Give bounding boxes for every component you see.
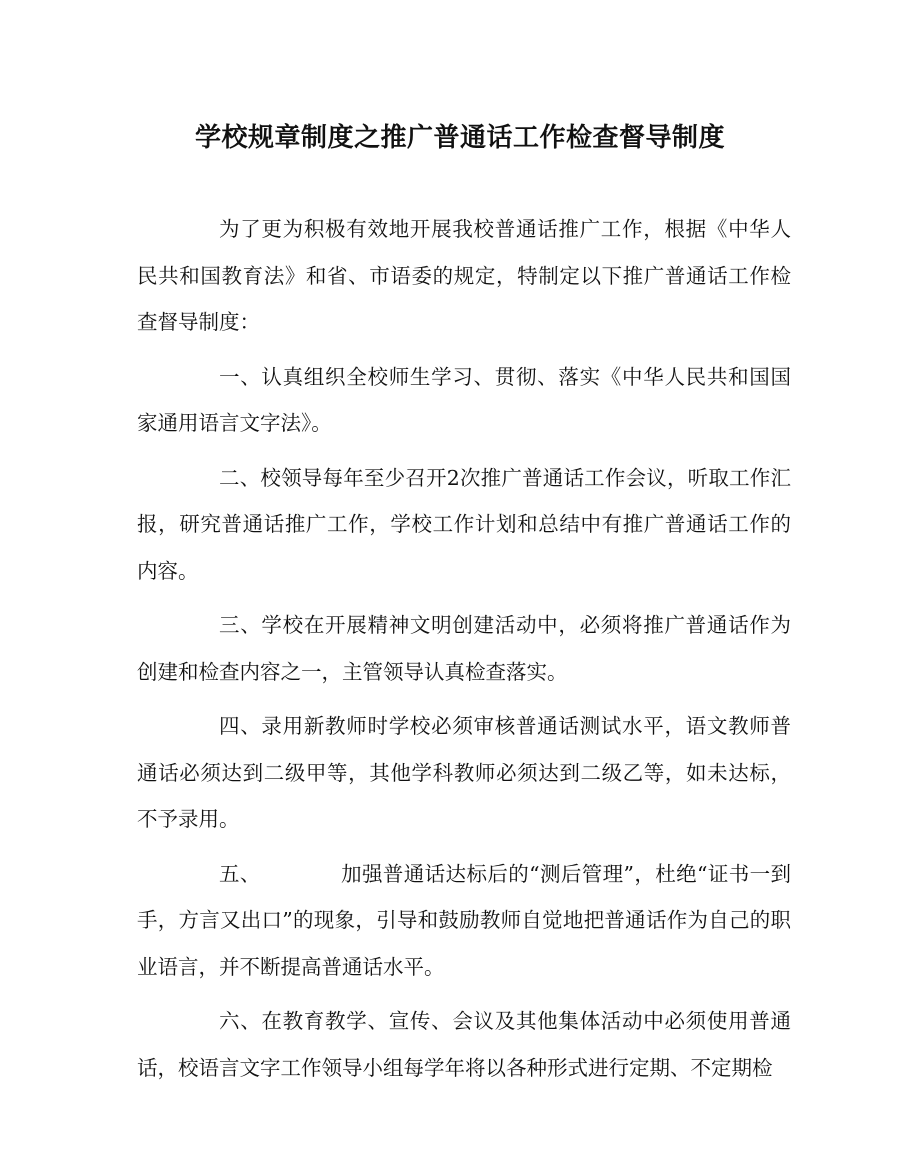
paragraph-5 bbox=[137, 851, 791, 991]
paragraph-intro: 为了更为积极有效地开展我校普通话推广工作，根据《中华人民共和国教育法》和省、市语委的规定，特制定以下推广普通话工作检查督导制度： bbox=[137, 217, 791, 334]
paragraph-4: 四、录用新教师时学校必须审核普通话测试水平，语文教师普通话必须达到二级甲等，其他学科教师必须达到二级乙等，如未达标，不予录用。 bbox=[137, 714, 791, 831]
paragraph-5-number: 五、 bbox=[219, 861, 261, 886]
paragraph-6: 六、在教育教学、宣传、会议及其他集体活动中必须使用普通话，校语言文字工作领导小组每学年将以各种形式进行定期、不定期检 bbox=[137, 1009, 791, 1080]
document-title: 学校规章制度之推广普通话工作检查督导制度 bbox=[194, 123, 725, 153]
paragraph-3: 三、学校在开展精神文明创建活动中，必须将推广普通话作为创建和检查内容之一，主管领导认真检查落实。 bbox=[137, 613, 791, 684]
document-body bbox=[137, 206, 791, 1091]
paragraph-1: 一、认真组织全校师生学习、贯彻、落实《中华人民共和国国家通用语言文字法》。 bbox=[137, 364, 791, 435]
paragraph-2: 二、校领导每年至少召开2次推广普通话工作会议，听取工作汇报，研究普通话推广工作，学校工作计划和总结中有推广普通话工作的内容。 bbox=[137, 465, 791, 583]
paragraph-5-text: 加强普通话达标后的“测后管理”，杜绝“证书一到手，方言又出口”的现象，引导和鼓励教师自觉地把普通话作为自己的职业语言，并不断提高普通话水平。 bbox=[137, 861, 791, 979]
